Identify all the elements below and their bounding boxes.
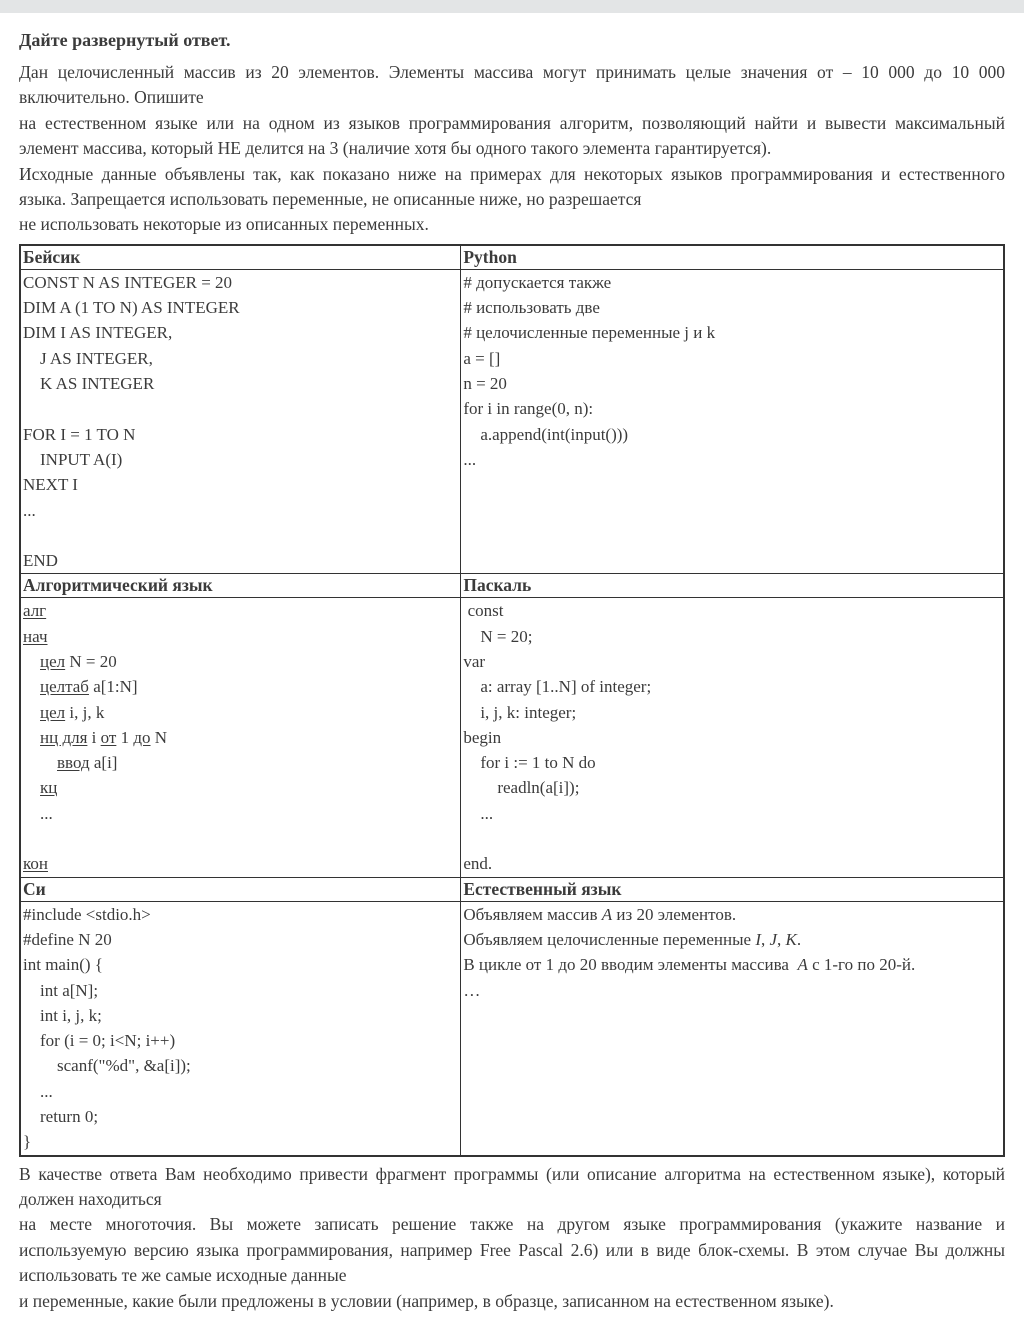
table-row (20, 901, 1004, 1155)
code-line: целтаб a[1:N] (40, 677, 138, 697)
table-header-row (20, 877, 1004, 901)
table-row (20, 269, 1004, 574)
code-line: алг (23, 601, 47, 621)
code-line: кц (40, 778, 58, 798)
code-cell-natural (461, 901, 1004, 1155)
code-line: a.append(int(input())) (463, 424, 629, 444)
code-line: begin (463, 727, 502, 747)
code-line: # использовать две (463, 298, 600, 318)
text-line: и переменные, какие были предложены в условии (например, в образце, записанном на естественном языке). (19, 1290, 834, 1311)
code-line: var (463, 652, 486, 671)
code-line: a = [] (463, 348, 501, 368)
lang-header-c: Си (20, 877, 461, 901)
code-line: нц для i от 1 до N (40, 727, 168, 747)
code-line: #include <stdio.h> (23, 904, 151, 924)
text-line: не использовать некоторые из описанных переменных. (19, 214, 429, 235)
code-cell-algorithmic (20, 598, 461, 877)
text-line: использовать те же самые исходные данные (19, 1265, 347, 1286)
code-line: ... (23, 500, 36, 520)
code-line: NEXT I (23, 475, 78, 495)
code-line: DIM A (1 TO N) AS INTEGER (23, 298, 240, 318)
code-line: int main() { (23, 955, 103, 975)
code-cell-python (461, 269, 1004, 574)
code-line: В цикле от 1 до 20 вводим элементы массива A с 1-го по 20-й. (463, 955, 916, 975)
code-line: readln(a[i]); (463, 778, 580, 798)
code-line: ввод a[i] (57, 753, 118, 773)
top-gray-bar (0, 0, 1024, 13)
code-line: end. (463, 854, 493, 874)
code-line: ... (463, 449, 477, 469)
code-line: # допускается также (463, 272, 612, 292)
code-line: … (463, 980, 481, 1000)
lang-header-pascal: Паскаль (461, 574, 1004, 598)
code-line: #define N 20 (23, 929, 112, 949)
code-line: return 0; (23, 1107, 99, 1127)
text-line: Дан целочисленный массив из 20 элементов. Элементы массива могут принимать целые значения от – 10 000 до 10 000 (19, 62, 1005, 82)
text-line: Исходные данные объявлены так, как показано ниже на примерах для некоторых языков программирования и естественного (19, 163, 1005, 184)
intro-text (19, 60, 1005, 238)
code-cell-c (20, 901, 461, 1155)
table-header-row (20, 245, 1004, 270)
text-line: на естественном языке или на одном из языков программирования алгоритм, позволяющий найти и вывести максимальный (19, 112, 1005, 133)
text-line: на месте многоточия. Вы можете записать решение также на другом языке программирования (укажите название и (19, 1214, 1005, 1235)
code-line (23, 826, 458, 851)
text-line: включительно. Опишите (19, 87, 204, 108)
code-line (23, 396, 458, 421)
code-line: Объявляем массив A из 20 элементов. (463, 904, 737, 924)
lang-header-natural: Естественный язык (461, 877, 1004, 901)
code-line: FOR I = 1 TO N (23, 424, 136, 444)
task-page (0, 30, 1024, 1324)
text-line: языка. Запрещается использовать переменные, не описанные ниже, но разрешается (19, 189, 642, 210)
code-line: CONST N AS INTEGER = 20 (23, 272, 233, 292)
outro-text (19, 1162, 1005, 1314)
code-line: J AS INTEGER, (23, 348, 153, 368)
text-line: элемент массива, который НЕ делится на 3 (наличие хотя бы одного такого элемента гарантируется). (19, 138, 772, 159)
code-line: кон (23, 854, 48, 874)
table-header-row (20, 574, 1004, 598)
code-line: for i := 1 to N do (463, 753, 596, 773)
code-line: DIM I AS INTEGER, (23, 323, 173, 343)
code-line: i, j, k: integer; (463, 702, 577, 722)
code-line: K AS INTEGER (23, 374, 155, 394)
code-line: N = 20; (463, 626, 533, 646)
code-line: END (23, 551, 58, 571)
code-line: int a[N]; (23, 980, 99, 1000)
text-line: должен находиться (19, 1189, 162, 1210)
code-line: a: array [1..N] of integer; (463, 677, 652, 697)
code-line (463, 826, 1001, 851)
code-line: int i, j, k; (23, 1005, 102, 1025)
lang-header-basic: Бейсик (20, 245, 461, 270)
code-line: ... (463, 803, 494, 823)
code-line: ... (23, 803, 53, 823)
code-line: цел N = 20 (40, 652, 117, 671)
code-line: for (i = 0; i<N; i++) (23, 1031, 176, 1051)
code-cell-basic (20, 269, 461, 574)
code-line: const (463, 601, 504, 621)
code-line: scanf("%d", &a[i]); (23, 1056, 191, 1076)
code-line: for i in range(0, n): (463, 399, 594, 419)
text-line: используемую версию языка программирования, например Free Pascal 2.6) или в виде блок-схемы. В этом случае Вы должны (19, 1239, 1005, 1260)
lang-header-algorithmic: Алгоритмический язык (20, 574, 461, 598)
code-samples-table (19, 244, 1005, 1157)
code-line: ... (23, 1081, 53, 1101)
code-line: цел i, j, k (40, 702, 105, 722)
code-line: # целочисленные переменные j и k (463, 323, 716, 343)
page-title: Дайте развернутый ответ. (19, 30, 231, 50)
code-line: INPUT A(I) (23, 449, 123, 469)
code-cell-pascal (461, 598, 1004, 877)
code-line: Объявляем целочисленные переменные I, J, K. (463, 929, 802, 949)
text-line: В качестве ответа Вам необходимо привести фрагмент программы (или описание алгоритма на естественном языке), который (19, 1163, 1005, 1184)
code-line: нач (23, 626, 48, 646)
code-line (23, 523, 458, 548)
code-line: n = 20 (463, 374, 507, 394)
lang-header-python: Python (461, 245, 1004, 270)
table-row (20, 598, 1004, 877)
code-line: } (23, 1132, 32, 1152)
